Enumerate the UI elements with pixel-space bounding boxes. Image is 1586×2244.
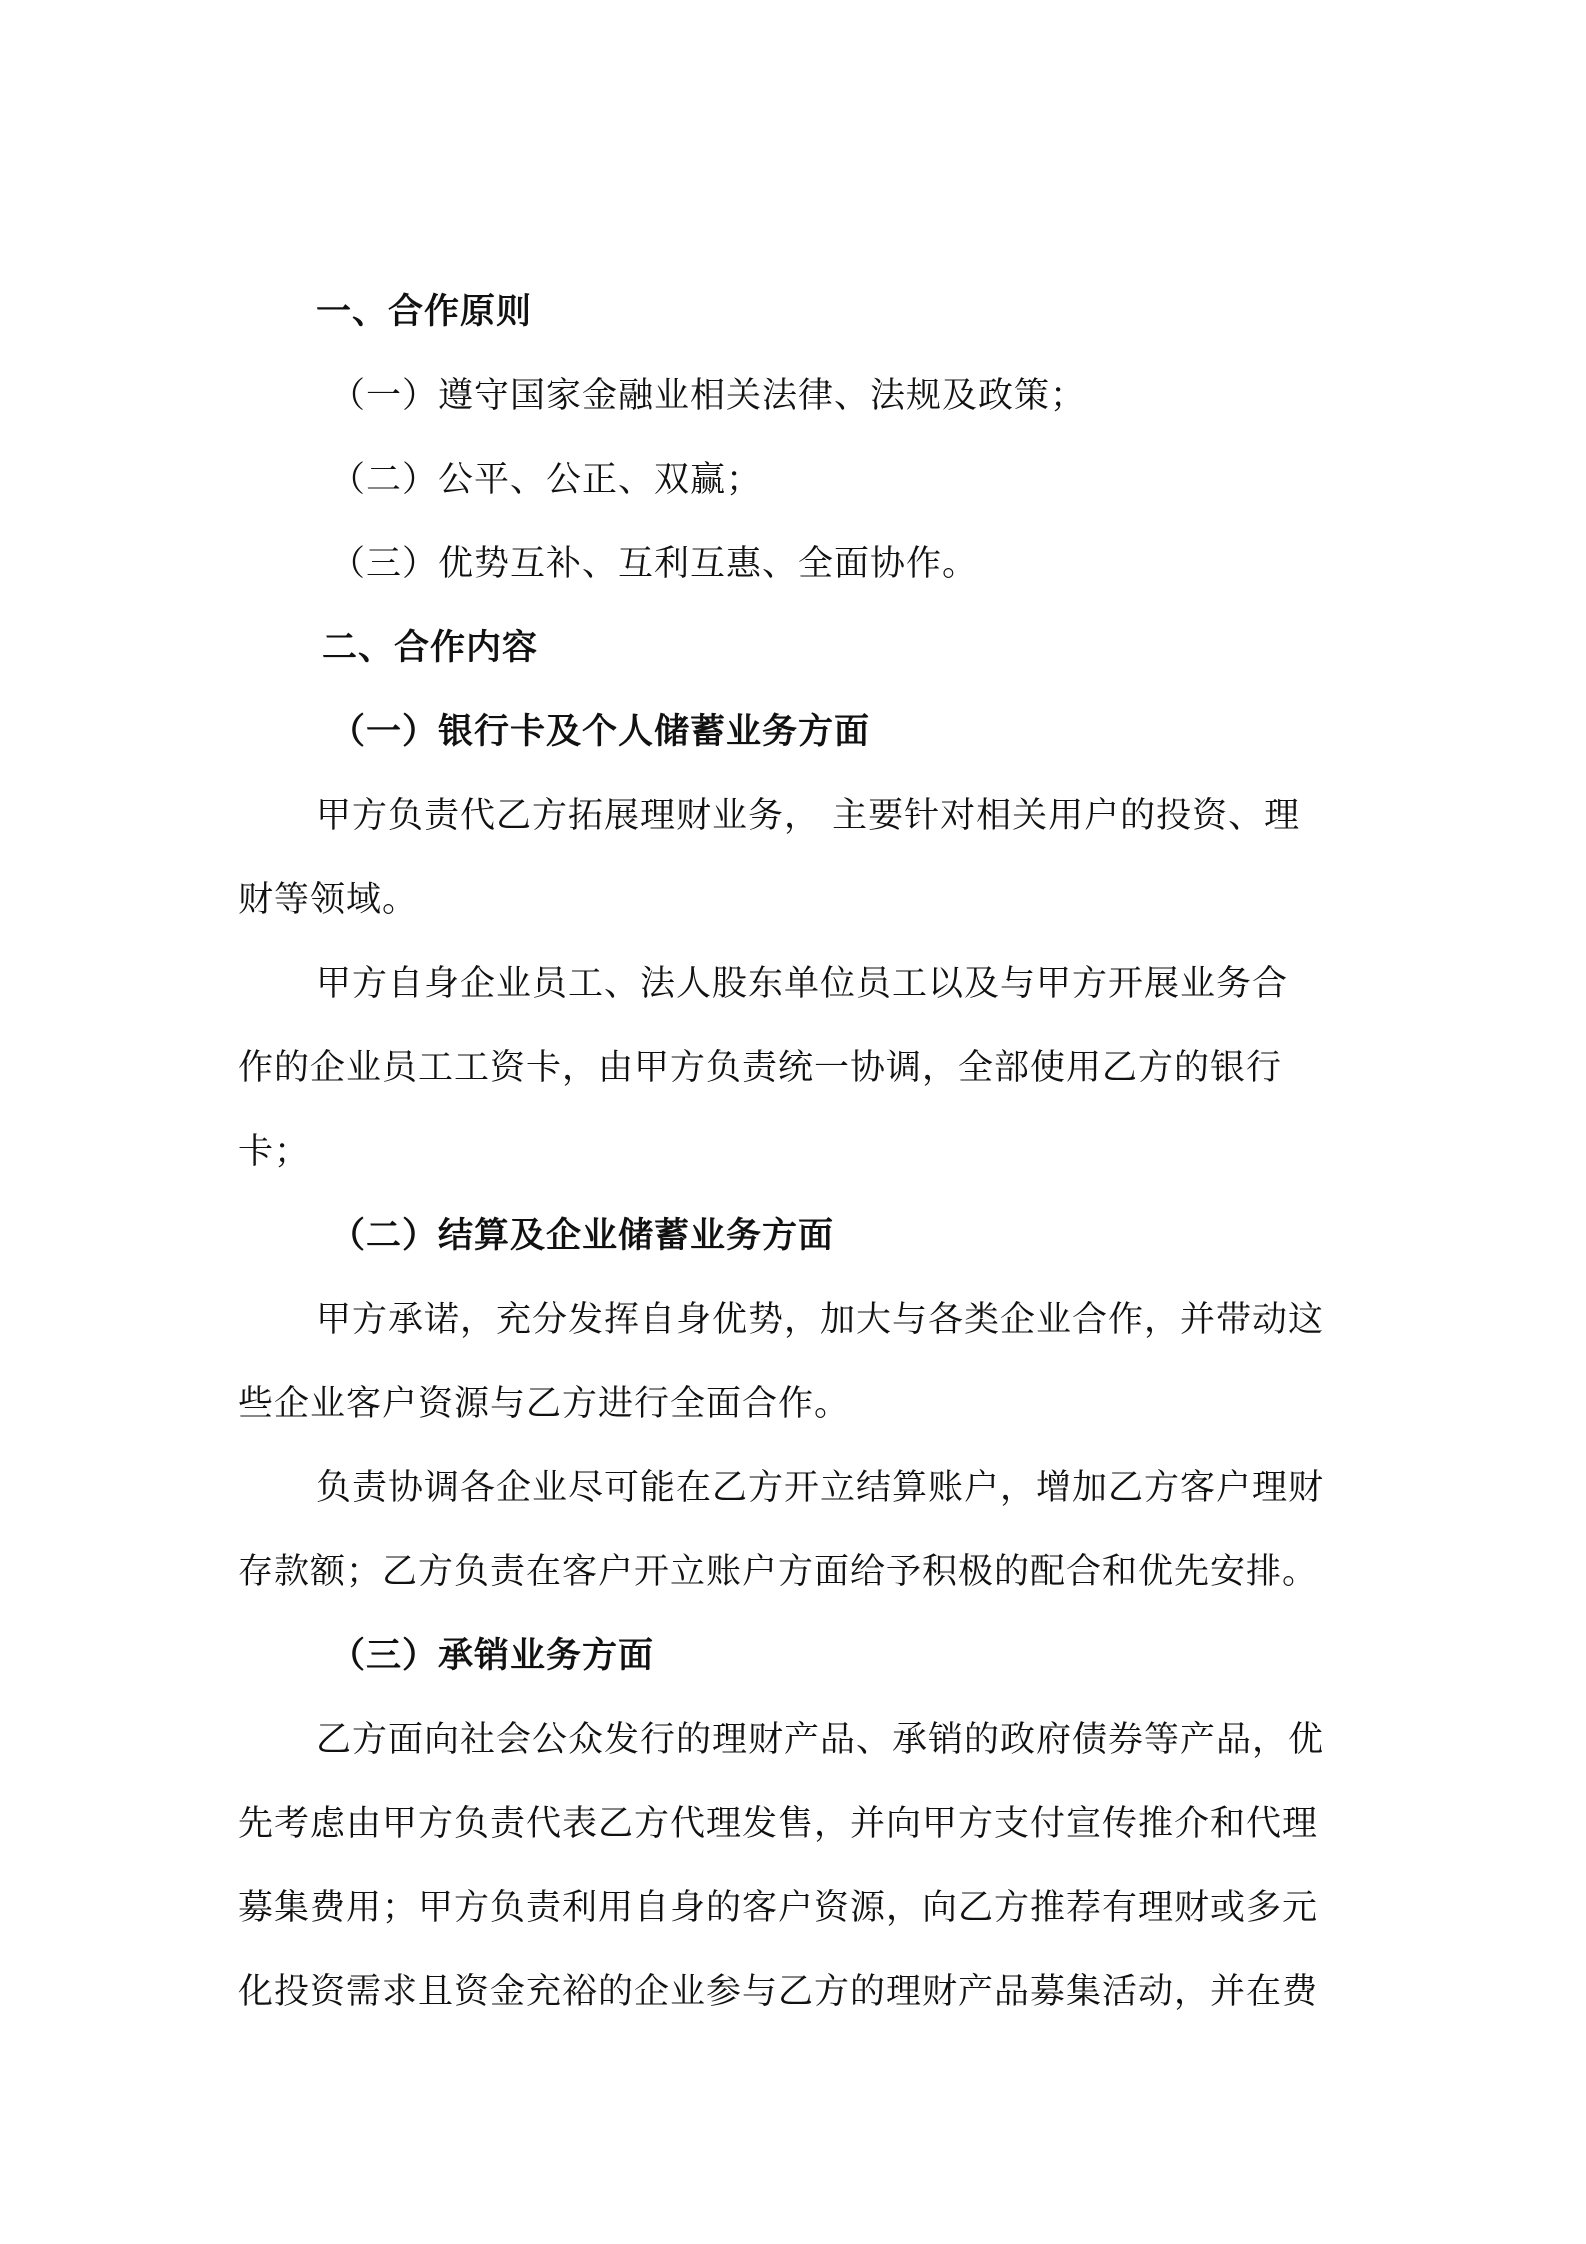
paragraph-line: 募集费用；甲方负责利用自身的客户资源，向乙方推荐有理财或多元 <box>238 1888 1319 1928</box>
paragraph-line: 负责协调各企业尽可能在乙方开立结算账户，增加乙方客户理财 <box>316 1468 1325 1508</box>
subsection-heading-settlement: （二）结算及企业储蓄业务方面 <box>330 1216 835 1256</box>
paragraph-line: 作的企业员工工资卡，由甲方负责统一协调，全部使用乙方的银行 <box>238 1048 1283 1088</box>
principle-item-2: （二）公平、公正、双赢； <box>330 460 763 500</box>
section-heading-content: 二、合作内容 <box>322 628 539 668</box>
paragraph-line: 卡； <box>238 1132 311 1172</box>
paragraph-line: 甲方自身企业员工、法人股东单位员工以及与甲方开展业务合 <box>316 964 1289 1004</box>
paragraph-line: 化投资需求且资金充裕的企业参与乙方的理财产品募集活动，并在费 <box>238 1972 1319 2012</box>
subsection-heading-underwriting: （三）承销业务方面 <box>330 1636 655 1676</box>
paragraph-line: 甲方承诺，充分发挥自身优势，加大与各类企业合作，并带动这 <box>316 1300 1325 1340</box>
paragraph-line: 乙方面向社会公众发行的理财产品、承销的政府债券等产品，优 <box>316 1720 1325 1760</box>
paragraph-line: 存款额；乙方负责在客户开立账户方面给予积极的配合和优先安排。 <box>238 1552 1319 1592</box>
paragraph-line: 甲方负责代乙方拓展理财业务， 主要针对相关用户的投资、理 <box>316 796 1301 836</box>
principle-item-1: （一）遵守国家金融业相关法律、法规及政策； <box>330 376 1087 416</box>
subsection-heading-bank-card: （一）银行卡及个人储蓄业务方面 <box>330 712 871 752</box>
paragraph-line: 财等领域。 <box>238 880 419 920</box>
paragraph-line: 些企业客户资源与乙方进行全面合作。 <box>238 1384 851 1424</box>
section-heading-principles: 一、合作原则 <box>316 292 533 332</box>
principle-item-3: （三）优势互补、互利互惠、全面协作。 <box>330 544 979 584</box>
paragraph-line: 先考虑由甲方负责代表乙方代理发售，并向甲方支付宣传推介和代理 <box>238 1804 1319 1844</box>
